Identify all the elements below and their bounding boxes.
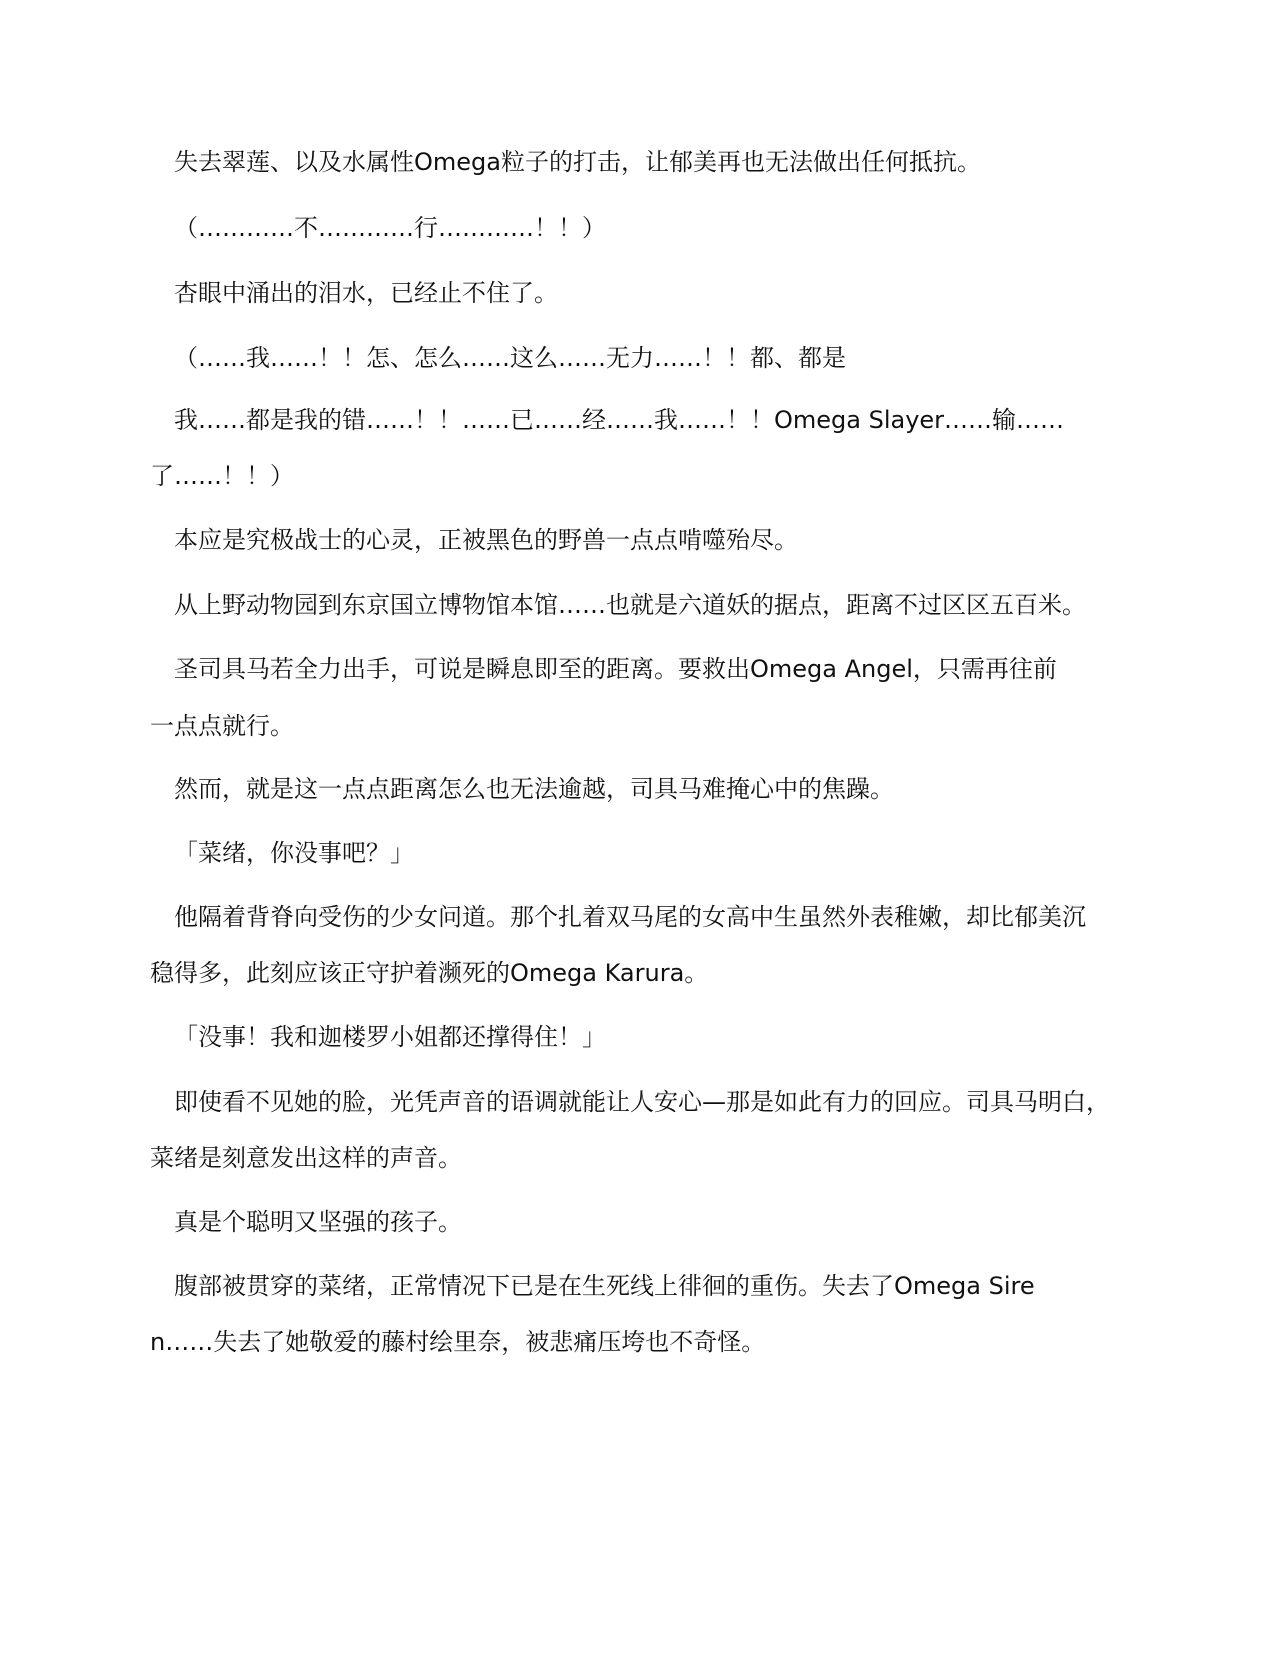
paragraph-line: 了……！！） [150,462,294,490]
paragraph-line: 真是个聪明又坚强的孩子。 [174,1208,462,1236]
paragraph-line: （…………不…………行…………！！） [174,214,606,242]
paragraph-line: 然而，就是这一点点距离怎么也无法逾越，司具马难掩心中的焦躁。 [174,775,894,803]
paragraph-line: 腹部被贯穿的菜绪，正常情况下已是在生死线上徘徊的重伤。失去了Omega Sire [174,1272,1035,1300]
dialogue-line: 「菜绪，你没事吧？」 [174,839,414,867]
paragraph-line: （……我……！！怎、怎么……这么……无力……！！都、都是 [174,344,846,372]
paragraph-line: n……失去了她敬爱的藤村绘里奈，被悲痛压垮也不奇怪。 [150,1328,766,1356]
paragraph-line: 稳得多，此刻应该正守护着濒死的Omega Karura。 [150,959,709,987]
paragraph-line: 菜绪是刻意发出这样的声音。 [150,1144,462,1172]
paragraph-line: 他隔着背脊向受伤的少女问道。那个扎着双马尾的女高中生虽然外表稚嫩，却比郁美沉 [174,903,1086,931]
dialogue-line: 「没事！我和迦楼罗小姐都还撑得住！」 [174,1023,606,1051]
paragraph-line: 即使看不见她的脸，光凭声音的语调就能让人安心—那是如此有力的回应。司具马明白， [174,1088,1110,1116]
paragraph-line: 从上野动物园到东京国立博物馆本馆……也就是六道妖的据点，距离不过区区五百米。 [174,591,1086,619]
paragraph-line: 我……都是我的错……！！……已……经……我……！！Omega Slayer……输…… [174,406,1065,434]
paragraph-line: 本应是究极战士的心灵，正被黑色的野兽一点点啃噬殆尽。 [174,526,798,554]
paragraph-line: 一点点就行。 [150,712,294,740]
paragraph-line: 杏眼中涌出的泪水，已经止不住了。 [174,279,558,307]
paragraph-line: 圣司具马若全力出手，可说是瞬息即至的距离。要救出Omega Angel，只需再往前 [174,655,1057,683]
paragraph-line: 失去翠莲、以及水属性Omega粒子的打击，让郁美再也无法做出任何抵抗。 [174,148,981,176]
